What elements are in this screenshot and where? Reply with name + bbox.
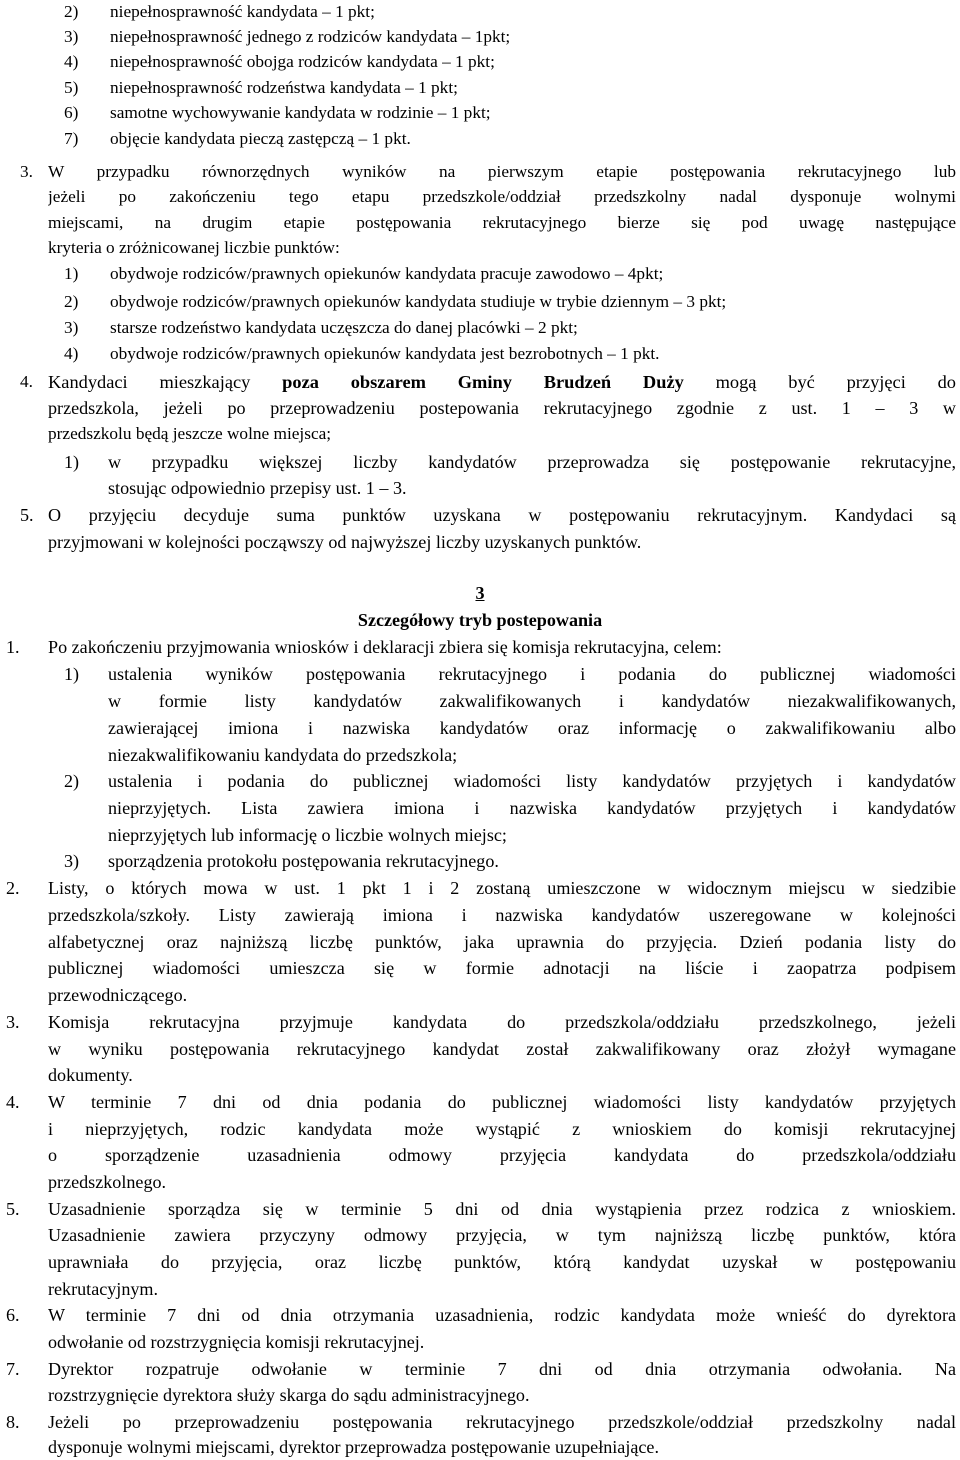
list-item: samotne wychowywanie kandydata w rodzinie – 1 pkt; <box>110 103 491 122</box>
paragraph-line: W przypadku równorzędnych wyników na pierwszym etapie postępowania rekrutacyjnego lub <box>48 162 956 181</box>
list-item: niepełnosprawność jednego z rodziców kandydata – 1pkt; <box>110 27 511 46</box>
paragraph-number: 2. <box>6 878 20 898</box>
paragraph-line: Dyrektor rozpatruje odwołanie w terminie 7 dni od dnia otrzymania odwołania. Na <box>48 1359 956 1379</box>
list-item: niezakwalifikowaniu kandydata do przedszkola; <box>108 745 458 765</box>
list-item: obydwoje rodziców/prawnych opiekunów kandydata pracuje zawodowo – 4pkt; <box>110 264 664 283</box>
paragraph-line: publicznej wiadomości umieszcza się w formie adnotacji na liście i zaopatrza podpisem <box>48 958 956 978</box>
paragraph-line: kryteria o zróżnicowanej liczbie punktów: <box>48 238 340 257</box>
list-number: 1) <box>64 264 79 283</box>
list-number: 2) <box>64 2 79 21</box>
paragraph-line: rekrutacyjnym. <box>48 1279 159 1299</box>
list-item: nieprzyjętych. Lista zawiera imiona i nazwiska kandydatów przyjętych i kandydatów <box>108 798 956 818</box>
text-run: Kandydaci mieszkający <box>48 372 283 392</box>
section-number <box>0 580 960 606</box>
list-number: 6) <box>64 103 79 122</box>
paragraph-line: dokumenty. <box>48 1065 133 1085</box>
list-item: starsze rodzeństwo kandydata uczęszcza do danej placówki – 2 pkt; <box>110 318 578 337</box>
list-number: 1) <box>64 664 80 684</box>
list-item: niepełnosprawność obojga rodziców kandydata – 1 pkt; <box>110 52 495 71</box>
list-item: ustalenia i podania do publicznej wiadomości listy kandydatów przyjętych i kandydatów <box>108 771 956 791</box>
paragraph-line: Komisja rekrutacyjna przyjmuje kandydata do przedszkola/oddziału przedszkolnego, jeżeli <box>48 1012 956 1032</box>
list-item: w formie listy kandydatów zakwalifikowanych i kandydatów niezakwalifikowanych, <box>108 691 956 711</box>
list-number: 2) <box>64 771 80 791</box>
paragraph-line: jeżeli po zakończeniu tego etapu przedszkole/oddział przedszkolny nadal dysponuje wolnymi <box>48 187 956 206</box>
paragraph-line: Jeżeli po przeprowadzeniu postępowania rekrutacyjnego przedszkole/oddział przedszkolny nadal <box>48 1412 956 1432</box>
list-number: 4) <box>64 52 79 71</box>
list-number: 3) <box>64 851 80 871</box>
paragraph-line: przedszkolnego. <box>48 1172 167 1192</box>
paragraph-line: dysponuje wolnymi miejscami, dyrektor przeprowadza postępowanie uzupełniające. <box>48 1437 659 1457</box>
paragraph-number: 4. <box>6 1092 20 1112</box>
list-number: 4) <box>64 344 79 363</box>
list-number: 3) <box>64 27 79 46</box>
paragraph-line: i nieprzyjętych, rodzic kandydata może wystąpić z wnioskiem do komisji rekrutacyjnej <box>48 1119 956 1139</box>
list-item: niepełnosprawność kandydata – 1 pkt; <box>110 2 375 21</box>
list-item: sporządzenia protokołu postępowania rekrutacyjnego. <box>108 851 499 871</box>
paragraph-line: Po zakończeniu przyjmowania wniosków i deklaracji zbiera się komisja rekrutacyjna, celem: <box>48 637 722 657</box>
list-item: ustalenia wyników postępowania rekrutacyjnego i podania do publicznej wiadomości <box>108 664 956 684</box>
list-item: obydwoje rodziców/prawnych opiekunów kandydata jest bezrobotnych – 1 pkt. <box>110 344 660 363</box>
paragraph-line: przedszkola, jeżeli po przeprowadzeniu postepowania rekrutacyjnego zgodnie z ust. 1 – 3 w <box>48 398 956 418</box>
list-item: w przypadku większej liczby kandydatów przeprowadza się postępowanie rekrutacyjne, <box>108 452 956 472</box>
paragraph-line: w wyniku postępowania rekrutacyjnego kandydat został zakwalifikowany oraz złożył wymagane <box>48 1039 956 1059</box>
paragraph-line: odwołanie od rozstrzygnięcia komisji rekrutacyjnej. <box>48 1332 425 1352</box>
paragraph-line: przyjmowani w kolejności począwszy od najwyższej liczby uzyskanych punktów. <box>48 532 642 552</box>
paragraph-number: 6. <box>6 1305 20 1325</box>
paragraph-line: o sporządzenie uzasadnienia odmowy przyjęcia kandydata do przedszkola/oddziału <box>48 1145 956 1165</box>
paragraph-number: 3. <box>6 1012 20 1032</box>
paragraph-line: O przyjęciu decyduje suma punktów uzyskana w postępowaniu rekrutacyjnym. Kandydaci są <box>48 505 956 525</box>
paragraph-line: Uzasadnienie sporządza się w terminie 5 dni od dnia wystąpienia przez rodzica z wnioskiem. <box>48 1199 956 1219</box>
list-item: zawierającej imiona i nazwiska kandydatów oraz informację o zakwalifikowaniu albo <box>108 718 956 738</box>
list-number: 2) <box>64 292 79 311</box>
paragraph-line: uprawniała do przyjęcia, oraz liczbę punktów, którą kandydat uzyskał w postępowaniu <box>48 1252 956 1272</box>
paragraph-line: Listy, o których mowa w ust. 1 pkt 1 i 2 zostaną umieszczone w widocznym miejscu w siedzibie <box>48 878 956 898</box>
list-number: 3) <box>64 318 79 337</box>
paragraph-number: 7. <box>6 1359 20 1379</box>
paragraph-number: 5. <box>20 505 34 525</box>
section-number-text: 3 <box>475 583 485 603</box>
paragraph-line: przewodniczącego. <box>48 985 188 1005</box>
paragraph-number: 8. <box>6 1412 20 1432</box>
list-item: stosując odpowiednio przepisy ust. 1 – 3. <box>108 478 407 498</box>
list-number: 7) <box>64 129 79 148</box>
list-item: nieprzyjętych lub informację o liczbie wolnych miejsc; <box>108 825 507 845</box>
bold-text-run: poza obszarem Gminy Brudzeń Duży <box>282 372 684 392</box>
list-number: 1) <box>64 452 80 472</box>
list-item: niepełnosprawność rodzeństwa kandydata – 1 pkt; <box>110 78 458 97</box>
paragraph-number: 5. <box>6 1199 20 1219</box>
paragraph-line: Uzasadnienie zawiera przyczyny odmowy przyjęcia, w tym najniższą liczbę punktów, która <box>48 1225 956 1245</box>
paragraph-number: 4. <box>20 372 33 391</box>
paragraph-line: przedszkola/szkoły. Listy zawierają imiona i nazwiska kandydatów uszeregowane w kolejności <box>48 905 956 925</box>
section-title: Szczegółowy tryb postepowania <box>357 610 603 630</box>
paragraph-line: alfabetycznej oraz najniższą liczbę punktów, jaka uprawnia do przyjęcia. Dzień podania listy do <box>48 932 956 952</box>
paragraph-line: rozstrzygnięcie dyrektora służy skarga do sądu administracyjnego. <box>48 1385 530 1405</box>
paragraph-number: 1. <box>6 637 20 657</box>
paragraph-line: miejscami, na drugim etapie postępowania rekrutacyjnego bierze się pod uwagę następujące <box>48 213 956 232</box>
list-number: 5) <box>64 78 79 97</box>
paragraph-number: 3. <box>20 162 33 181</box>
text-run: mogą być przyjęci do <box>683 372 956 392</box>
paragraph-line <box>48 369 956 395</box>
list-item: obydwoje rodziców/prawnych opiekunów kandydata studiuje w trybie dziennym – 3 pkt; <box>110 292 727 311</box>
paragraph-line: W terminie 7 dni od dnia podania do publicznej wiadomości listy kandydatów przyjętych <box>48 1092 956 1112</box>
list-item: objęcie kandydata pieczą zastępczą – 1 pkt. <box>110 129 411 148</box>
paragraph-line: przedszkolu będą jeszcze wolne miejsca; <box>48 424 332 443</box>
paragraph-line: W terminie 7 dni od dnia otrzymania uzasadnienia, rodzic kandydata może wnieść do dyrektora <box>48 1305 956 1325</box>
